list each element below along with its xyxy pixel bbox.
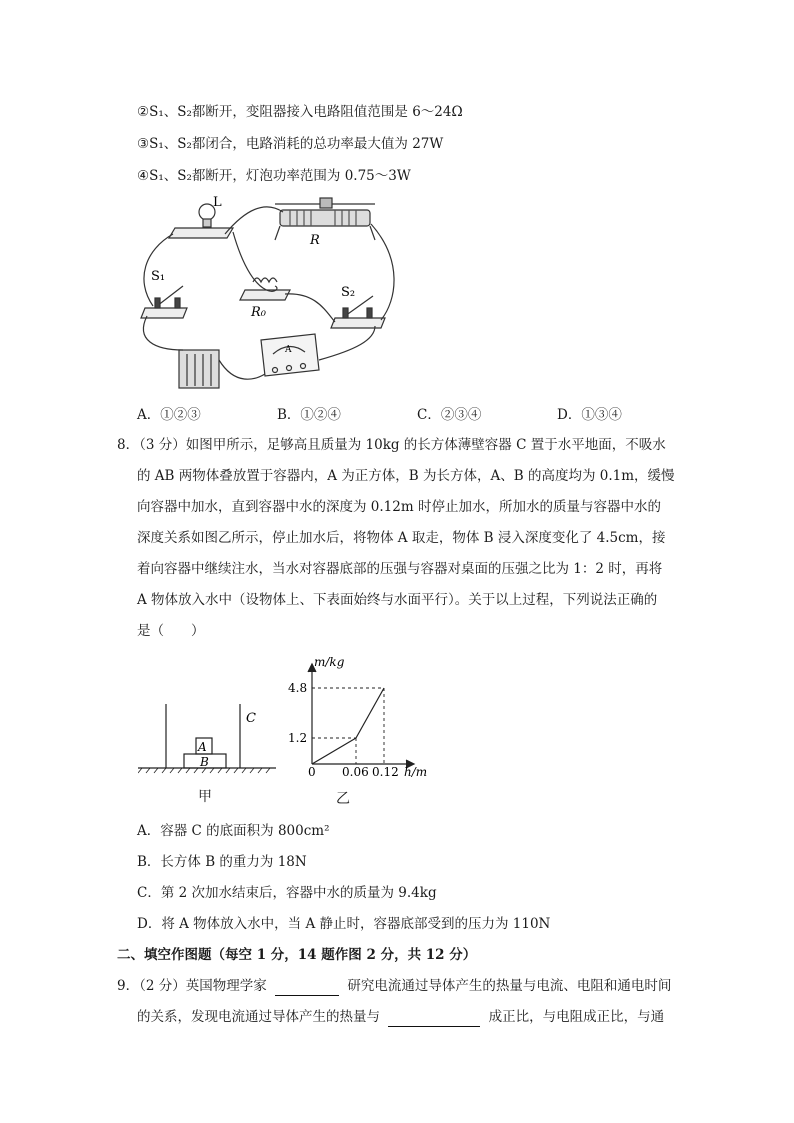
q8-option-c[interactable]: C．第 2 次加水结束后，容器中水的质量为 9.4kg <box>137 885 437 901</box>
q8-option-a[interactable]: A．容器 C 的底面积为 800cm² <box>137 823 330 839</box>
s2-label: S₂ <box>341 285 356 300</box>
q7-option-a[interactable]: A．①②③ <box>137 407 201 423</box>
yi-xtick-0.12: 0.12 <box>372 765 399 779</box>
figure-jia <box>138 700 278 780</box>
figure-yi <box>284 652 444 782</box>
q7-option-c[interactable]: C．②③④ <box>417 407 482 423</box>
q8-line-1: 8．（3 分）如图甲所示，足够高且质量为 10kg 的长方体薄壁容器 C 置于水平地面，不吸水 <box>117 437 666 453</box>
yi-xlabel: h/m <box>404 765 428 779</box>
q7-statement-3: ③S₁、S₂都闭合，电路消耗的总功率最大值为 27W <box>137 136 444 152</box>
section-2-title: 二、填空作图题（每空 1 分，14 题作图 2 分，共 12 分） <box>117 947 477 963</box>
q9-blank-2[interactable] <box>388 1012 480 1027</box>
q8-line-4: 深度关系如图乙所示，停止加水后，将物体 A 取走，物体 B 浸入深度变化了 4.5cm，接 <box>137 530 666 546</box>
q9-line-1 <box>117 976 671 996</box>
lamp-label: L <box>213 195 222 210</box>
q8-line-5: 着向容器中继续注水，当水对容器底部的压强与容器对桌面的压强之比为 1：2 时，再将 <box>137 561 663 577</box>
figure-jia-caption: 甲 <box>198 789 212 805</box>
yi-ytick-4.8: 4.8 <box>288 681 308 695</box>
q9-text-3: 的关系，发现电流通过导体产生的热量与 <box>137 1009 380 1025</box>
yi-ytick-1.2: 1.2 <box>288 731 308 745</box>
q7-option-b[interactable]: B．①②④ <box>277 407 341 423</box>
q8-line-3: 向容器中加水，直到容器中水的深度为 0.12m 时停止加水，所加水的质量与容器中水的 <box>137 499 661 515</box>
ammeter-label: A <box>285 345 292 355</box>
block-a-label: A <box>198 740 207 754</box>
q8-option-b[interactable]: B．长方体 B 的重力为 18N <box>137 854 307 870</box>
q9-blank-1[interactable] <box>275 981 339 996</box>
r0-label: R₀ <box>251 305 266 320</box>
yi-xtick-0.06: 0.06 <box>342 765 369 779</box>
q9-text-2: 研究电流通过导体产生的热量与电流、电阻和通电时间 <box>347 978 672 994</box>
q8-line-2: 的 AB 两物体叠放置于容器内，A 为正方体，B 为长方体，A、B 的高度均为 0.1m，缓慢 <box>137 468 675 484</box>
block-b-label: B <box>200 755 209 769</box>
q9-text-1: 9．（2 分）英国物理学家 <box>117 978 267 994</box>
yi-ylabel: m/kg <box>314 655 345 669</box>
q7-option-d[interactable]: D．①③④ <box>557 407 622 423</box>
q8-line-7: 是（ ） <box>137 623 205 639</box>
yi-origin: 0 <box>308 765 316 779</box>
q9-line-2 <box>137 1007 664 1027</box>
figure-yi-caption: 乙 <box>336 791 350 807</box>
q8-option-d[interactable]: D．将 A 物体放入水中，当 A 静止时，容器底部受到的压力为 110N <box>137 916 551 932</box>
s1-label: S₁ <box>151 269 166 284</box>
q9-text-4: 成正比，与电阻成正比，与通 <box>488 1009 665 1025</box>
q7-options <box>137 403 697 423</box>
q7-statement-2: ②S₁、S₂都断开，变阻器接入电路阻值范围是 6～24Ω <box>137 104 463 120</box>
rheostat-label: R <box>310 233 320 248</box>
q7-statement-4: ④S₁、S₂都断开，灯泡功率范围为 0.75～3W <box>137 168 411 184</box>
q8-line-6: A 物体放入水中（设物体上、下表面始终与水面平行）。关于以上过程，下列说法正确的 <box>137 592 658 608</box>
circuit-figure <box>135 190 405 395</box>
container-c-label: C <box>246 711 256 726</box>
